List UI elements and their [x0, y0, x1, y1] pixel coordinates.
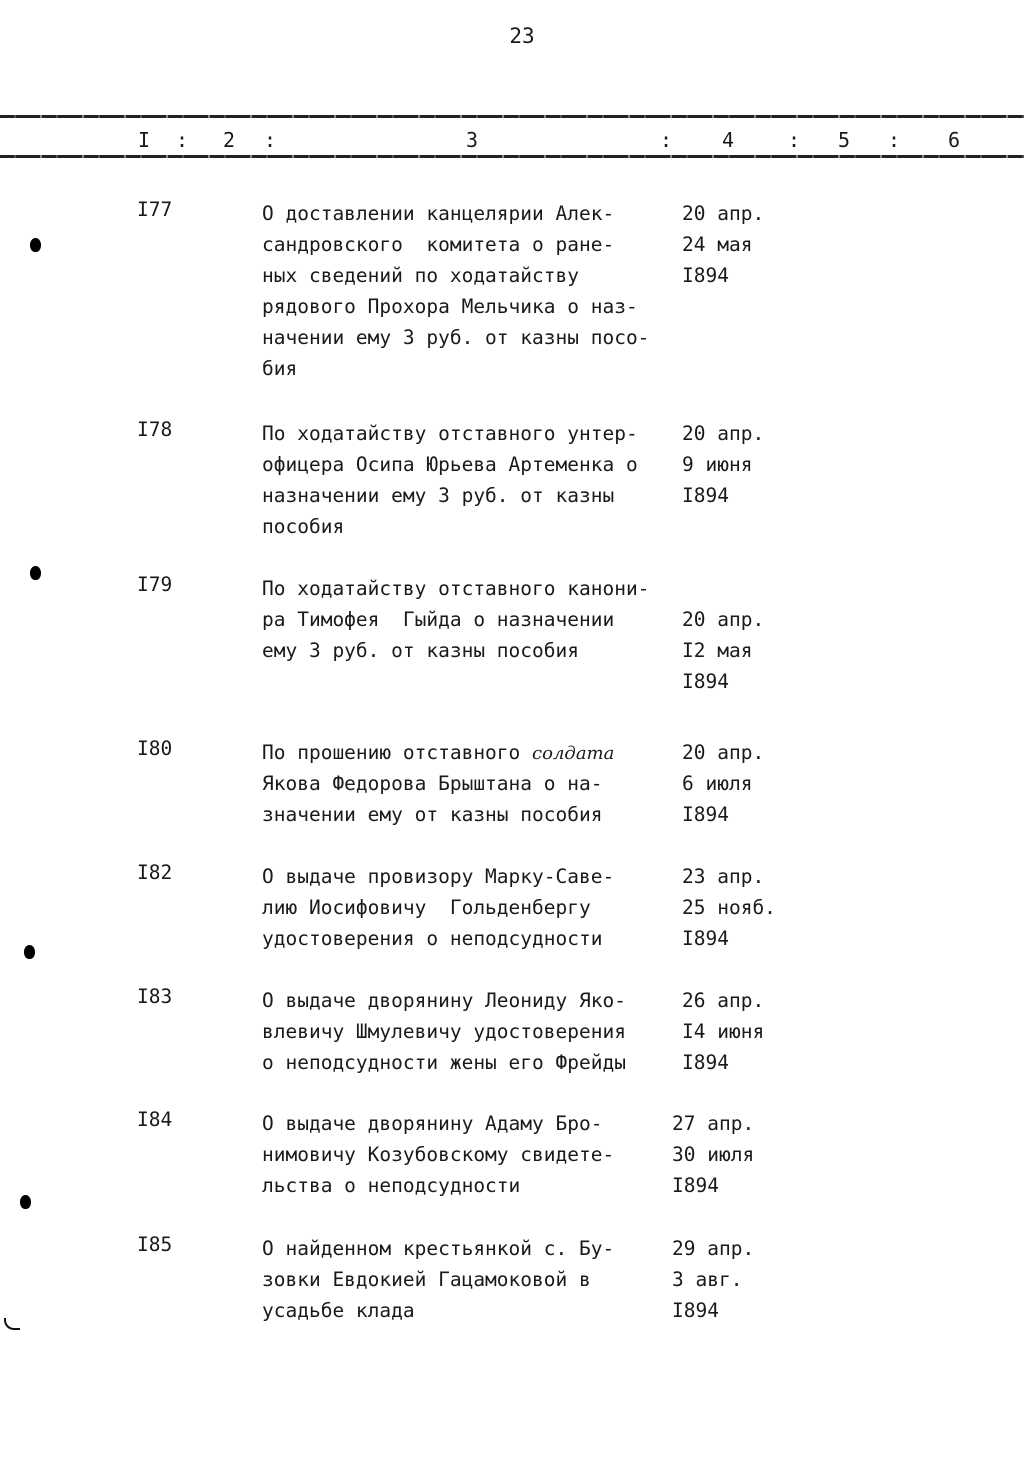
entry-number: I82: [137, 861, 173, 884]
entry-description: По ходатайству отставного унтер- офицера Осипа Юрьева Артеменка о назначении ему 3 руб. от казны пособия: [262, 422, 638, 538]
punch-hole-mark-icon: [30, 238, 41, 252]
header-bottom-rule: [0, 155, 1024, 158]
punch-hole-mark-icon: [24, 945, 35, 959]
column-separator: :: [660, 128, 673, 152]
column-header-row: [0, 128, 1024, 154]
entry-dates: 20 апр. 9 июня I894: [682, 422, 765, 507]
entry-dates: 20 апр. 6 июля I894: [682, 741, 765, 826]
column-header-5: 5: [838, 128, 851, 152]
header-top-rule: [0, 115, 1024, 118]
entry-description: О доставлении канцелярии Алек- сандровского комитета о ране- ных сведений по ходатайству рядового Прохора Мельчика о наз- начении ему 3 руб. от казны посо- бия: [262, 202, 650, 380]
entry-number: I77: [137, 198, 173, 221]
entry-description: По ходатайству отставного канони- ра Тимофея Гыйда о назначении ему 3 руб. от казны пособия: [262, 577, 650, 662]
entry-description: О выдаче дворянину Леониду Яко- влевичу Шмулевичу удостоверения о неподсудности жены его Фрейды: [262, 989, 626, 1074]
entry-number: I84: [137, 1108, 173, 1131]
entry-number: I78: [137, 418, 173, 441]
entry-dates: 20 апр. I2 мая I894: [682, 608, 765, 693]
entry-description: По прошению отставного солдата Якова Федорова Брыштана о на- значении ему от казны пособия: [262, 741, 615, 826]
entry-number: I83: [137, 985, 173, 1008]
entry-dates: 23 апр. 25 нояб. I894: [682, 865, 776, 950]
entry-number: I80: [137, 737, 173, 760]
entry-number: I85: [137, 1233, 173, 1256]
column-separator: :: [176, 128, 189, 152]
entry-number: I79: [137, 573, 173, 596]
column-header-1: I: [138, 128, 151, 152]
column-header-3: 3: [466, 128, 479, 152]
entry-dates: 27 апр. 30 июля I894: [672, 1112, 755, 1197]
column-header-6: 6: [948, 128, 961, 152]
margin-stroke-icon: [4, 1318, 20, 1330]
column-header-4: 4: [722, 128, 735, 152]
column-separator: :: [264, 128, 277, 152]
punch-hole-mark-icon: [20, 1195, 31, 1209]
entry-description: О выдаче провизору Марку-Саве- лию Иосифовичу Гольденбергу удостоверения о неподсудности: [262, 865, 615, 950]
entry-dates: 26 апр. I4 июня I894: [682, 989, 765, 1074]
page-number: 23: [509, 24, 535, 48]
entry-description: О найденном крестьянкой с. Бу- зовки Евдокией Гацамоковой в усадьбе клада: [262, 1237, 615, 1322]
column-header-2: 2: [223, 128, 236, 152]
handwritten-insertion: солдата: [532, 743, 615, 764]
entry-dates: 29 апр. 3 авг. I894: [672, 1237, 755, 1322]
entry-dates: 20 апр. 24 мая I894: [682, 202, 765, 287]
column-separator: :: [888, 128, 901, 152]
column-separator: :: [788, 128, 801, 152]
entry-description: О выдаче дворянину Адаму Бро- нимовичу Козубовскому свидете- льства о неподсудности: [262, 1112, 615, 1197]
punch-hole-mark-icon: [30, 566, 41, 580]
